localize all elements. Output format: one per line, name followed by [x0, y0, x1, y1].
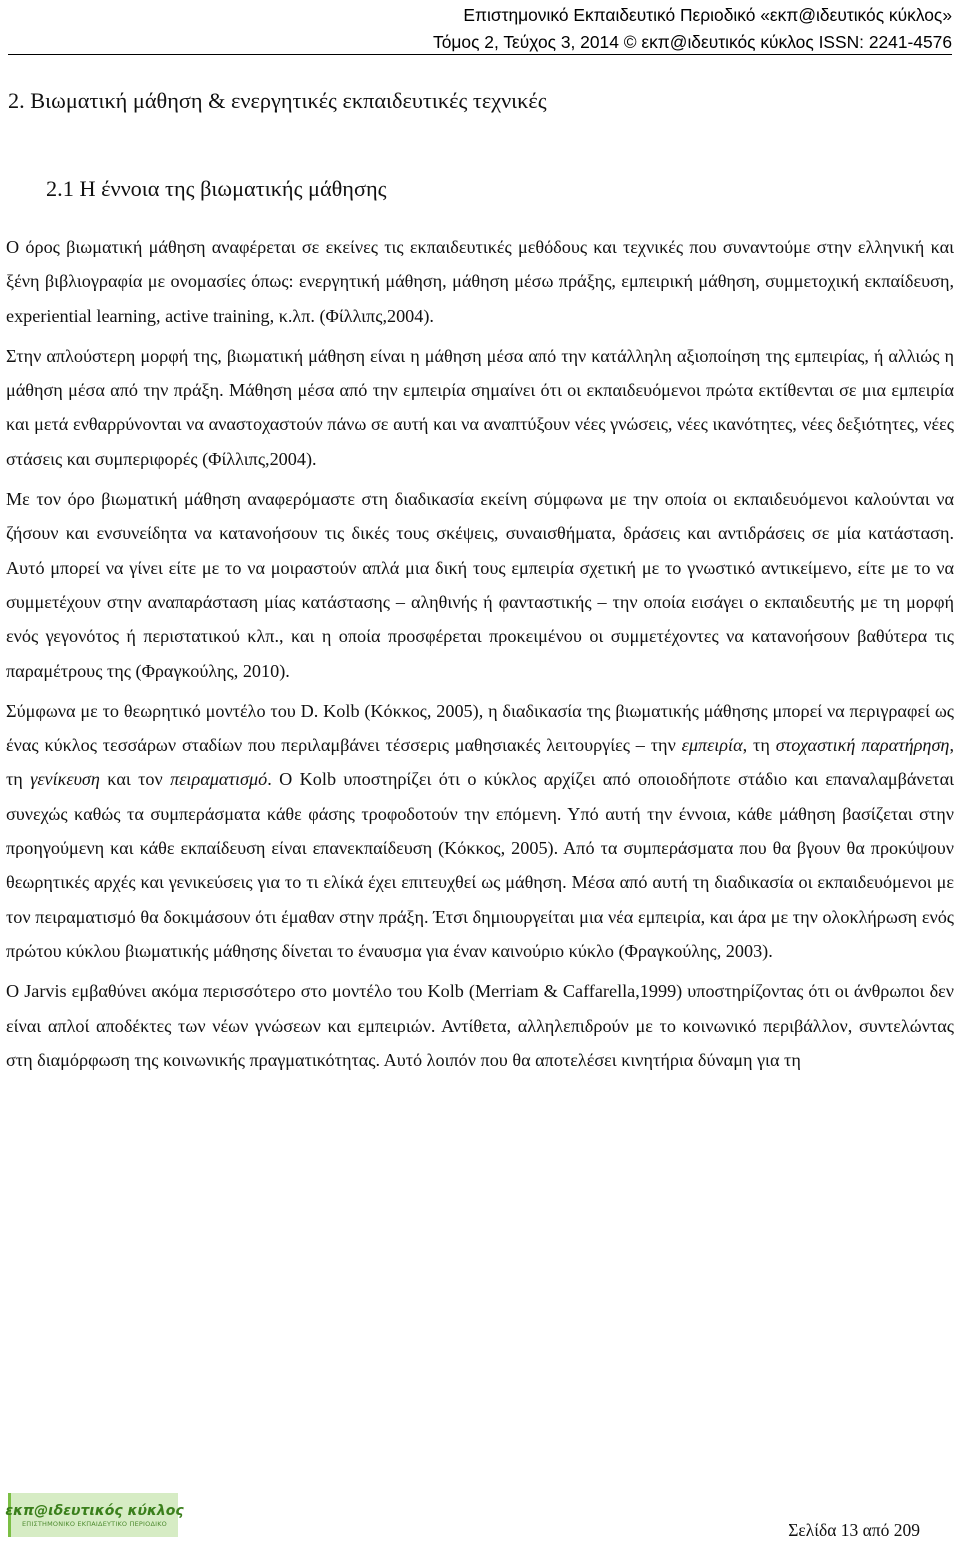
paragraph-4-text-2: , τη	[742, 735, 776, 756]
term-reflective-observation: στοχαστική παρατήρηση	[775, 735, 950, 756]
header-divider	[8, 54, 952, 55]
paragraph-4-text-4: και τον	[99, 769, 171, 790]
paragraph-4	[6, 694, 954, 968]
journal-logo	[5, 1493, 184, 1537]
logo-subtext: ΕΠΙΣΤΗΜΟΝΙΚΟ ΕΚΠΑΙΔΕΥΤΙΚΟ ΠΕΡΙΟΔΙΚΟ	[22, 1520, 167, 1528]
journal-header	[152, 2, 952, 56]
page-body	[6, 62, 954, 1077]
journal-title: Επιστημονικό Εκπαιδευτικό Περιοδικό «εκπ@ιδευτικός κύκλος»	[463, 5, 952, 25]
subsection-title: 2.1 Η έννοια της βιωματικής μάθησης	[46, 176, 387, 201]
paragraph-2: Στην απλούστερη μορφή της, βιωματική μάθηση είναι η μάθηση μέσα από την κατάλληλη αξιοποίηση της εμπειρίας, ή αλλιώς η μάθηση μέσα από την πράξη. Μάθηση μέσα από την εμπειρία σημαίνει ότι οι εκπαιδευόμενοι πρώτα εκτίθενται σε μια εμπειρία και μετά ενθαρρύνονται να αναστοχαστούν πάνω σε αυτή και να αναπτύξουν νέες γνώσεις, νέες ικανότητες, νέες δεξιότητες, νέες στάσεις και συμπεριφορές (Φίλλιπς,2004).	[6, 345, 954, 469]
logo-text: εκπ@ιδευτικός κύκλος	[5, 1503, 184, 1519]
term-generalization: γενίκευση	[30, 769, 100, 790]
paragraph-4-text-1: Σύμφωνα με το θεωρητικό μοντέλο του D. Kolb (Κόκκος, 2005), η διαδικασία της βιωματικής μάθησης μπορεί να περιγραφεί ως ένας κύκλος τεσσάρων σταδίων που περιλαμβάνει τέσσερις μαθησιακές λειτουργίες – την	[6, 700, 954, 756]
paragraph-4-text-5: . Ο Kolb υποστηρίζει ότι ο κύκλος αρχίζει από οποιοδήποτε στάδιο και επαναλαμβάνεται συνεχώς καθώς τα συμπεράσματα κάθε φάσης τροφοδοτούν την επόμενη. Υπό αυτή την έννοια, κάθε μάθηση βασίζεται στην προηγούμενη και κάθε εκπαίδευση είναι επανεκπαίδευση (Κόκκος, 2005). Από τα συμπεράσματα που θα βγουν θα προκύψουν θεωρητικές αρχές και γενικεύσεις για το τι ελίκά έχει επιτευχθεί ως μάθηση. Μέσα από αυτή τη διαδικασία οι εκπαιδευόμενοι με τον πειραματισμό θα δοκιμάσουν ότι έμαθαν στην πράξη. Έτσι δημιουργείται μια νέα εμπειρία, και άρα με την ολοκλήρωση ενός πρώτου κύκλου βιωματικής μάθησης δίνεται το έναυσμα για έναν καινούριο κύκλο (Φραγκούλης, 2003).	[6, 769, 954, 961]
paragraph-1: Ο όρος βιωματική μάθηση αναφέρεται σε εκείνες τις εκπαιδευτικές μεθόδους και τεχνικές που συναντούμε στην ελληνική και ξένη βιβλιογραφία με ονομασίες όπως: ενεργητική μάθηση, μάθηση μέσω πράξης, εμπειρική μάθηση, συμμετοχική εκπαίδευση, experiential learning, active training, κ.λπ. (Φίλλιπς,2004).	[6, 237, 954, 326]
paragraph-5: Ο Jarvis εμβαθύνει ακόμα περισσότερο στο μοντέλο του Kolb (Merriam & Caffarella,1999) υποστηρίζοντας ότι οι άνθρωποι δεν είναι απλοί αποδέκτες των νέων γνώσεων και εμπειριών. Αντίθετα, αλληλεπιδρούν με το κοινωνικό περιβάλλον, συντελώντας στη διαμόρφωση της κοινωνικής πραγματικότητας. Αυτό λοιπόν που θα αποτελέσει κινητήρια δύναμη για τη	[6, 981, 954, 1070]
term-experience: εμπειρία	[681, 735, 743, 756]
paragraph-3: Με τον όρο βιωματική μάθηση αναφερόμαστε στη διαδικασία εκείνη σύμφωνα με την οποία οι εκπαιδευόμενοι καλούνται να ζήσουν και ενσυνείδητα να κατανοήσουν τις δικές τους σκέψεις, συναισθήματα, δράσεις και αντιδράσεις σε μία κατάσταση. Αυτό μπορεί να γίνει είτε με το να μοιραστούν απλά μια δική τους εμπειρία σχετική με το γνωστικό αντικείμενο, είτε με το να συμμετέχουν στην αναπαράσταση μίας κατάστασης – αληθινής ή φανταστικής – την οποία εισάγει ο εκπαιδευτής με τη μορφή ενός γεγονότος ή περιστατικού κλπ., και η οποία προσφέρεται προκειμένου οι συμμετέχοντες να κατανοήσουν βαθύτερα τις παραμέτρους της (Φραγκούλης, 2010).	[6, 489, 954, 681]
section-title: 2. Βιωματική μάθηση & ενεργητικές εκπαιδευτικές τεχνικές	[8, 88, 547, 113]
page-number: Σελίδα 13 από 209	[788, 1520, 920, 1540]
journal-issue-info: Τόμος 2, Τεύχος 3, 2014 © εκπ@ιδευτικός κύκλος ISSN: 2241-4576	[433, 32, 952, 52]
term-experimentation: πειραματισμό	[170, 769, 268, 790]
paragraph-4-text-3: , τη	[6, 735, 954, 790]
